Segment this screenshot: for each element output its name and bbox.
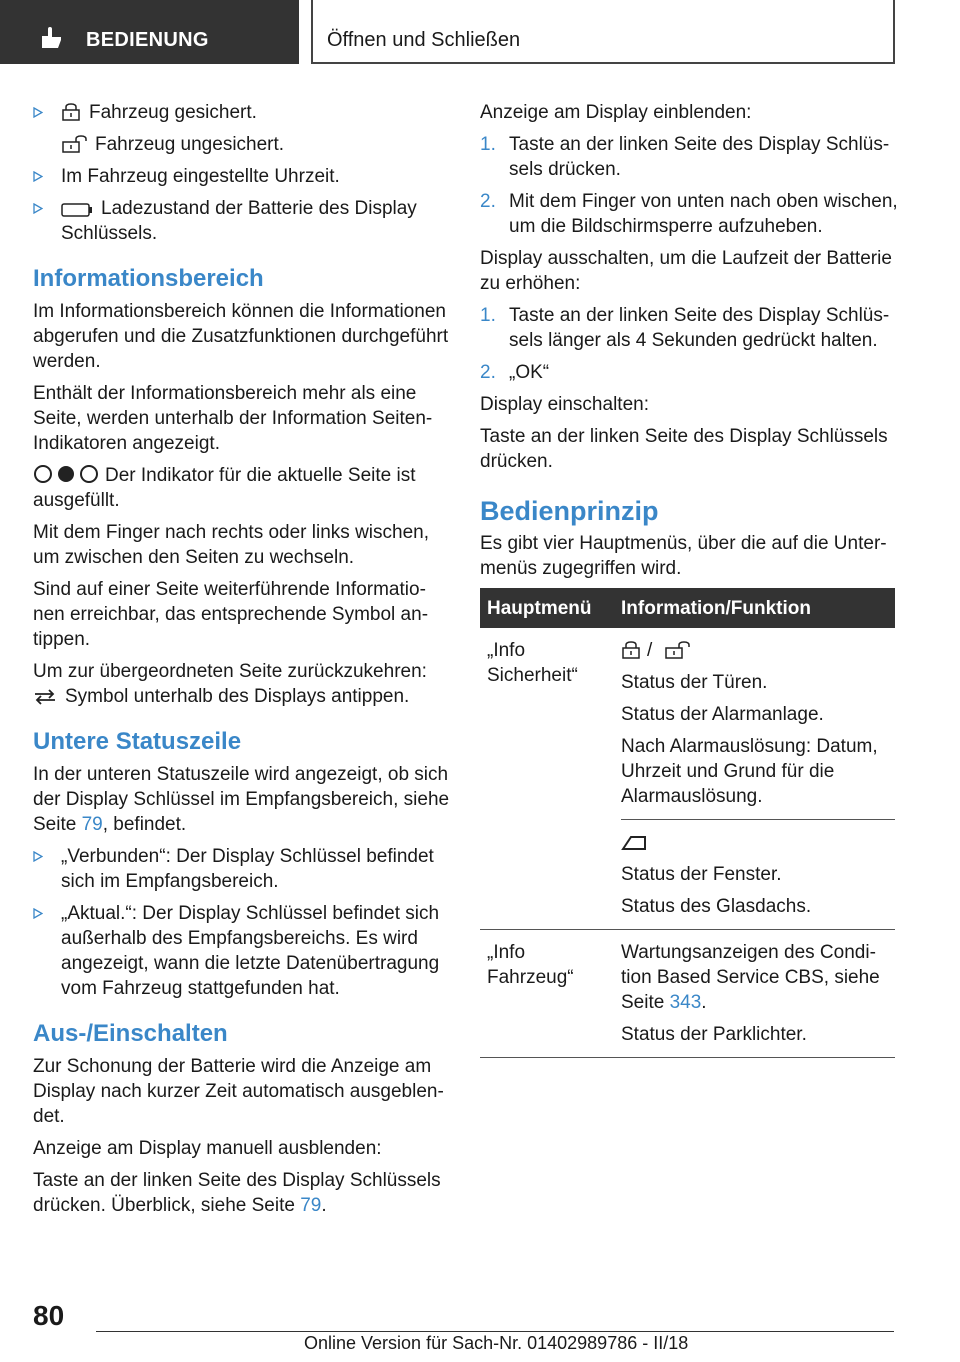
list-number: 2. (480, 191, 496, 212)
back-arrows-icon (33, 689, 57, 705)
cell-block (621, 820, 895, 929)
list-item (33, 164, 451, 189)
triangle-bullet-icon (33, 851, 43, 862)
text: , befindet. (102, 814, 187, 835)
list-number: 2. (480, 362, 496, 383)
window-icon (621, 833, 647, 851)
text: Im Fahrzeug eingestellte Uhrzeit. (61, 166, 340, 187)
text: Um zur übergeordneten Seite zurückzukehren: (33, 661, 427, 682)
list-number: 1. (480, 305, 496, 326)
text: Status des Glasdachs. (621, 896, 812, 917)
table-header-cell: Information/Funktion (621, 597, 811, 619)
page-link[interactable]: 79 (81, 814, 103, 835)
paragraph: Es gibt vier Hauptmenüs, über die auf die Untermenüs zugegriffen wird. (480, 533, 887, 579)
triangle-bullet-icon (33, 107, 43, 118)
page-link[interactable]: 343 (669, 992, 702, 1013)
lock-closed-icon (621, 641, 641, 659)
list-item (480, 360, 898, 385)
paragraph: Im Informationsbereich können die Informationen abgerufen und die Zusatzfunktionen durchgeführt werden. (33, 301, 449, 372)
text: Wartungsanzeigen des Condition Based Service CBS, siehe Seite (621, 942, 880, 1013)
paragraph (33, 659, 451, 684)
paragraph (33, 684, 451, 709)
triangle-bullet-icon (33, 203, 43, 214)
text: Taste an der linken Seite des Display Schlüssels drücken. Überblick, siehe Seite (33, 1170, 441, 1216)
text (621, 940, 895, 1015)
list-item (480, 303, 898, 353)
table-row (480, 628, 895, 930)
table-cell: „Info Sicherheit“ (487, 640, 578, 686)
section-title: BEDIENUNG (86, 29, 209, 51)
page-number: 80 (33, 1300, 65, 1331)
table-cell: „Info Fahrzeug“ (487, 942, 574, 988)
text: Taste an der linken Seite des Display Schlüssels drücken. (509, 134, 890, 180)
heading-informationsbereich: Informationsbereich (33, 265, 264, 292)
triangle-bullet-icon (33, 171, 43, 182)
text: Status der Parklichter. (621, 1024, 807, 1045)
text: „Aktual.“: Der Display Schlüssel befindet sich außerhalb des Empfangsbereichs. Es wird angezeigt, wann die letzte Datenübertragung vom Fahrzeug stattgefunden hat. (61, 903, 440, 999)
left-column (33, 100, 451, 1225)
list-item (33, 844, 451, 894)
table-header (480, 588, 895, 628)
lock-open-icon (664, 641, 690, 659)
hand-icon (38, 26, 64, 50)
text: Nach Alarmauslösung: Datum, Uhrzeit und Grund für die Alarmauslösung. (621, 736, 878, 807)
list-number: 1. (480, 134, 496, 155)
slash: / (647, 640, 653, 661)
chapter-tab (311, 0, 895, 64)
text: . (701, 992, 707, 1013)
list-item (33, 132, 451, 157)
list-item (33, 196, 451, 246)
heading-aus-einschalten: Aus-/Einschalten (33, 1020, 228, 1047)
chapter-title: Öffnen und Schließen (327, 29, 521, 51)
paragraph: Display einschalten: (480, 394, 649, 415)
paragraph: Display ausschalten, um die Laufzeit der Batterie zu erhöhen: (480, 248, 892, 294)
text: Status der Alarmanlage. (621, 704, 824, 725)
text: „Verbunden“: Der Display Schlüssel befindet sich im Empfangsbereich. (61, 846, 434, 892)
right-column (480, 100, 898, 1058)
menu-table (480, 588, 895, 1058)
text: Symbol unterhalb des Displays antippen. (65, 686, 410, 707)
triangle-bullet-icon (33, 908, 43, 919)
paragraph: Taste an der linken Seite des Display Schlüssels drücken. (480, 426, 888, 472)
paragraph: Anzeige am Display manuell ausblenden: (33, 1138, 382, 1159)
paragraph: Zur Schonung der Batterie wird die Anzeige am Display nach kurzer Zeit automatisch ausgeblendet. (33, 1056, 444, 1127)
table-row (480, 930, 895, 1058)
battery-icon (61, 203, 93, 217)
text: Taste an der linken Seite des Display Schlüssels länger als 4 Sekunden gedrückt halten. (509, 305, 890, 351)
paragraph (33, 762, 451, 837)
text: „OK“ (509, 362, 550, 383)
paragraph: Anzeige am Display einblenden: (480, 102, 752, 123)
table-header-cell: Hauptmenü (487, 597, 592, 619)
text: . (321, 1195, 327, 1216)
text: Fahrzeug ungesichert. (95, 134, 285, 155)
cell-block (621, 628, 895, 820)
paragraph (33, 1168, 451, 1218)
heading-bedienprinzip: Bedienprinzip (480, 496, 659, 526)
text: In der unteren Statuszeile wird angezeigt, ob sich der Display Schlüssel im Empfangsbereich, siehe Seite (33, 764, 450, 835)
heading-untere-statuszeile: Untere Statuszeile (33, 728, 242, 755)
text: Status der Türen. (621, 672, 768, 693)
list-item (480, 189, 898, 239)
paragraph: Sind auf einer Seite weiterführende Informationen erreichbar, das entsprechende Symbol antippen. (33, 579, 429, 650)
paragraph: Mit dem Finger nach rechts oder links wischen, um zwischen den Seiten zu wechseln. (33, 522, 429, 568)
text: Ladezustand der Batterie des Display Schlüssels. (61, 198, 417, 244)
section-tab (0, 0, 299, 64)
table-cell (621, 930, 895, 1057)
text: Der Indikator für die aktuelle Seite ist ausgefüllt. (33, 465, 416, 511)
paragraph (33, 463, 451, 513)
icon-line (621, 638, 895, 663)
page-link[interactable]: 79 (300, 1195, 322, 1216)
text: Status der Fenster. (621, 864, 782, 885)
page-indicator-icon (33, 464, 99, 484)
lock-open-icon (61, 135, 87, 153)
lock-closed-icon (61, 103, 81, 121)
text: Mit dem Finger von unten nach oben wischen, um die Bildschirmsperre aufzuheben. (509, 191, 898, 237)
icon-line (621, 830, 895, 855)
table-cell (621, 628, 895, 929)
footer-divider (96, 1331, 894, 1332)
footer-text: Online Version für Sach-Nr. 01402989786 - II/18 (304, 1333, 689, 1353)
cell-block (621, 930, 895, 1057)
paragraph: Enthält der Informationsbereich mehr als eine Seite, werden unterhalb der Information Seiten-Indikatoren angezeigt. (33, 383, 433, 454)
text: Fahrzeug gesichert. (89, 102, 257, 123)
list-item (33, 100, 451, 125)
list-item (480, 132, 898, 182)
list-item (33, 901, 451, 1001)
